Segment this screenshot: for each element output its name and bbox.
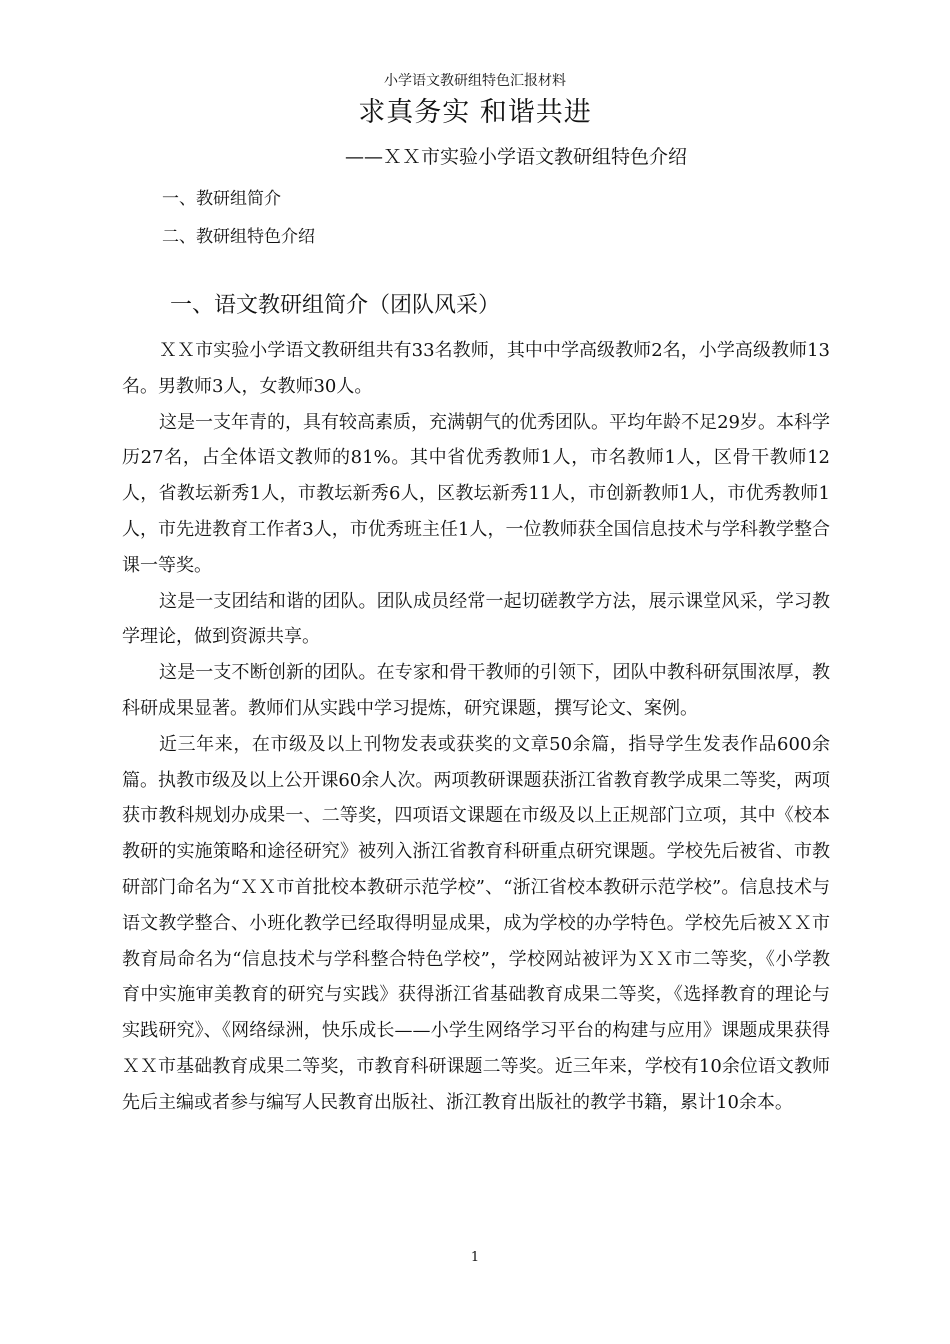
paragraph: 这是一支年青的，具有较高素质，充满朝气的优秀团队。平均年龄不足29岁。本科学历27名，占全体语文教师的81%。其中省优秀教师1人，市名教师1人，区骨干教师12人，省教坛新秀1人，市教坛新秀6人，区教坛新秀11人，市创新教师1人，市优秀教师1人，市先进教育工作者3人，市优秀班主任1人，一位教师获全国信息技术与学科教学整合课一等奖。 bbox=[122, 411, 830, 576]
section-heading: 一、语文教研组简介（团队风采） bbox=[170, 293, 501, 318]
toc-item-intro: 一、教研组简介 bbox=[162, 189, 281, 209]
paragraph: 这是一支不断创新的团队。在专家和骨干教师的引领下，团队中教科研氛围浓厚，教科研成果显著。教师们从实践中学习提炼，研究课题，撰写论文、案例。 bbox=[122, 662, 830, 719]
body-text bbox=[122, 333, 830, 1121]
page-number: 1 bbox=[470, 1250, 480, 1265]
header-note: 小学语文教研组特色汇报材料 bbox=[384, 73, 566, 89]
paragraph: 这是一支团结和谐的团队。团队成员经常一起切磋教学方法，展示课堂风采，学习教学理论，做到资源共享。 bbox=[122, 590, 830, 648]
toc-item-features: 二、教研组特色介绍 bbox=[162, 227, 315, 247]
document-subtitle: ——ＸＸ市实验小学语文教研组特色介绍 bbox=[345, 146, 688, 168]
paragraph: ＸＸ市实验小学语文教研组共有33名教师，其中中学高级教师2名，小学高级教师13名。男教师3人，女教师30人。 bbox=[122, 340, 830, 397]
paragraph: 近三年来，在市级及以上刊物发表或获奖的文章50余篇，指导学生发表作品600余篇。执教市级及以上公开课60余人次。两项教研课题获浙江省教育教学成果二等奖，两项获市教科规划办成果一、二等奖，四项语文课题在市级及以上正规部门立项，其中《校本教研的实施策略和途径研究》被列入浙江省教育科研重点研究课题。学校先后被省、市教研部门命名为“ＸＸ市首批校本教研示范学校”、“浙江省校本教研示范学校”。信息技术与语文教学整合、小班化教学已经取得明显成果，成为学校的办学特色。学校先后被ＸＸ市教育局命名为“信息技术与学科整合特色学校”，学校网站被评为ＸＸ市二等奖，《小学教育中实施审美教育的研究与实践》获得浙江省基础教育成果二等奖，《选择教育的理论与实践研究》、《网络绿洲，快乐成长——小学生网络学习平台的构建与应用》课题成果获得ＸＸ市基础教育成果二等奖，市教育科研课题二等奖。近三年来，学校有10余位语文教师先后主编或者参与编写人民教育出版社、浙江教育出版社的教学书籍，累计10余本。 bbox=[122, 733, 830, 1113]
document-title: 求真务实 和谐共进 bbox=[358, 97, 592, 128]
